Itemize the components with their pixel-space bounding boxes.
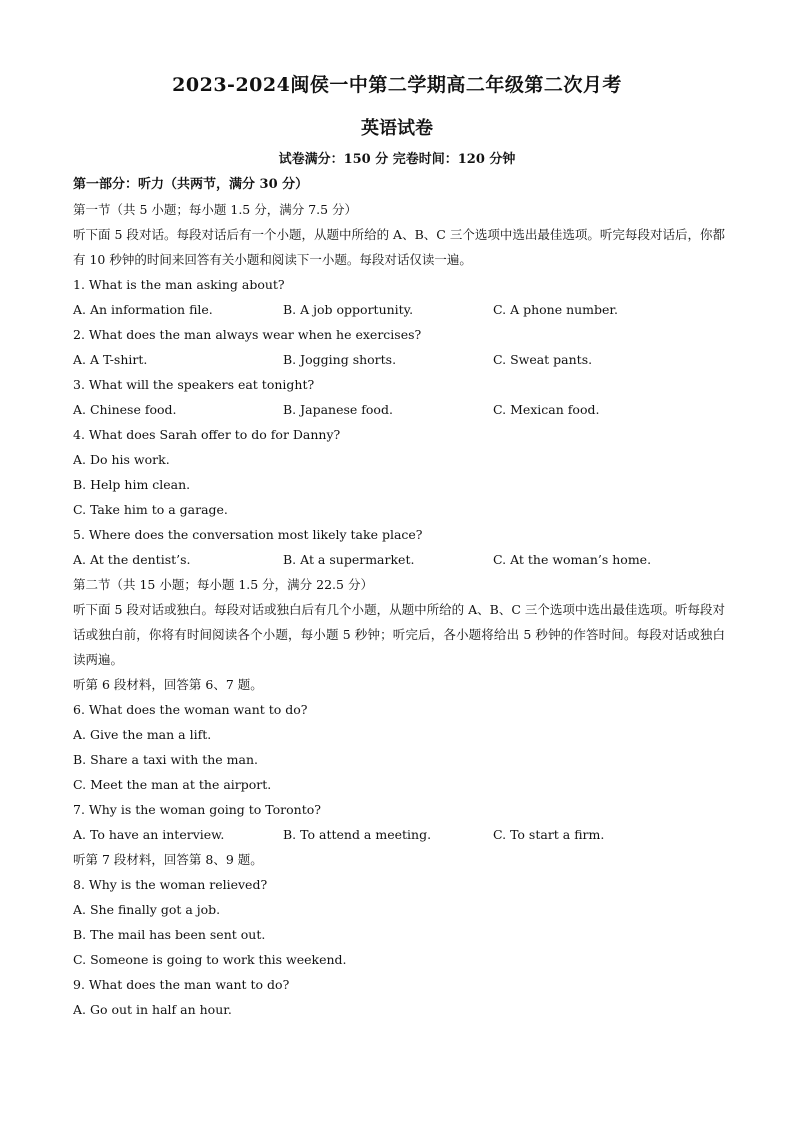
option-a: A. An information file. (73, 302, 213, 317)
question-9: 9. What does the man want to do? (73, 977, 290, 992)
question-3-options (73, 397, 725, 422)
option-a: A. Chinese food. (73, 402, 177, 417)
section1-instructions: 听下面 5 段对话。每段对话后有一个小题，从题中所给的 A、B、C 三个选项中选出最佳选项。听完每段对话后，你都有 10 秒钟的时间来回答有关小题和阅读下一小题。每段对话仅读一遍。 (73, 227, 725, 267)
option-b: B. Jogging shorts. (283, 352, 397, 367)
option-a: A. Go out in half an hour. (73, 1002, 232, 1017)
option-c: C. Someone is going to work this weekend. (73, 952, 347, 967)
question-2-options (73, 347, 725, 372)
exam-subtitle: 英语试卷 (361, 118, 433, 139)
option-a: A. Do his work. (73, 452, 170, 467)
option-b: B. To attend a meeting. (283, 827, 432, 842)
exam-content (73, 172, 725, 1022)
option-b: B. Japanese food. (283, 402, 393, 417)
part1-heading: 第一部分：听力（共两节，满分 30 分） (73, 177, 309, 192)
exam-meta: 试卷满分：150 分 完卷时间：120 分钟 (278, 152, 516, 167)
option-a: A. Give the man a lift. (73, 727, 212, 742)
question-7: 7. Why is the woman going to Toronto? (73, 802, 321, 817)
option-b: B. The mail has been sent out. (73, 927, 266, 942)
option-b: B. Share a taxi with the man. (73, 752, 258, 767)
option-b: B. At a supermarket. (283, 552, 415, 567)
option-a: A. To have an interview. (73, 827, 225, 842)
question-6: 6. What does the woman want to do? (73, 702, 308, 717)
section2-heading: 第二节（共 15 小题；每小题 1.5 分，满分 22.5 分） (73, 577, 373, 592)
option-a: A. She finally got a job. (73, 902, 221, 917)
material-6-heading: 听第 6 段材料，回答第 6、7 题。 (73, 677, 263, 692)
option-a: A. A T-shirt. (73, 352, 148, 367)
question-4: 4. What does Sarah offer to do for Danny? (73, 427, 341, 442)
question-2: 2. What does the man always wear when he exercises? (73, 327, 422, 342)
material-7-heading: 听第 7 段材料，回答第 8、9 题。 (73, 852, 263, 867)
option-c: C. To start a firm. (493, 827, 605, 842)
option-b: B. Help him clean. (73, 477, 191, 492)
section2-instructions: 听下面 5 段对话或独白。每段对话或独白后有几个小题，从题中所给的 A、B、C 三个选项中选出最佳选项。听每段对话或独白前，你将有时间阅读各个小题，每小题 5 秒钟；听完后，各小题将给出 5 秒钟的作答时间。每段对话或独白读两遍。 (73, 602, 725, 667)
option-c: C. Mexican food. (493, 402, 600, 417)
section1-heading: 第一节（共 5 小题；每小题 1.5 分，满分 7.5 分） (73, 202, 358, 217)
question-3: 3. What will the speakers eat tonight? (73, 377, 315, 392)
option-c: C. Sweat pants. (493, 352, 593, 367)
question-1: 1. What is the man asking about? (73, 277, 285, 292)
question-8: 8. Why is the woman relieved? (73, 877, 268, 892)
option-b: B. A job opportunity. (283, 302, 414, 317)
question-5-options (73, 547, 725, 572)
option-c: C. A phone number. (493, 302, 618, 317)
exam-title: 2023-2024闽侯一中第二学期高二年级第二次月考 (172, 74, 622, 96)
option-a: A. At the dentist’s. (73, 552, 191, 567)
question-5: 5. Where does the conversation most likely take place? (73, 527, 423, 542)
option-c: C. Take him to a garage. (73, 502, 228, 517)
option-c: C. Meet the man at the airport. (73, 777, 272, 792)
option-c: C. At the woman’s home. (493, 552, 652, 567)
question-7-options (73, 822, 725, 847)
question-1-options (73, 297, 725, 322)
